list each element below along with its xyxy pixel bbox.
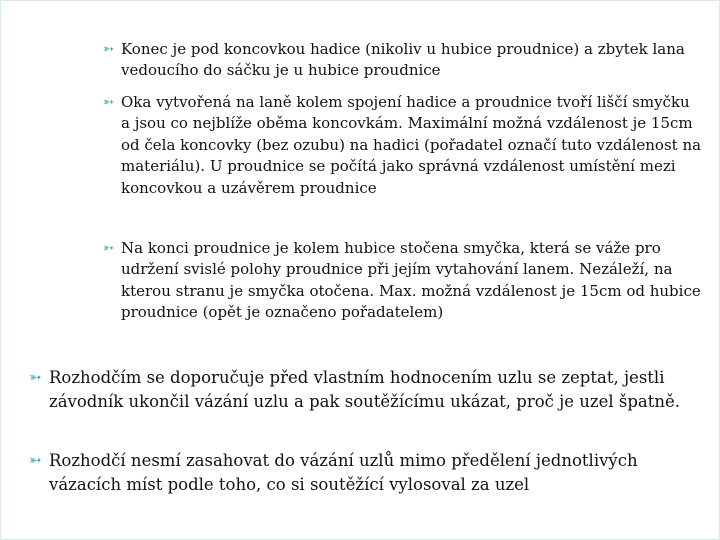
curved-arrow-bullet-icon: ➳ bbox=[103, 241, 114, 256]
curved-arrow-bullet-icon: ➳ bbox=[29, 451, 42, 469]
sub-bullet-3 bbox=[103, 238, 703, 324]
main-bullet-text: Rozhodčí nesmí zasahovat do vázání uzlů mimo předělení jednotlivých vázacích míst podle toho, co si soutěžící vylosoval za uzel bbox=[49, 451, 638, 494]
sub-bullet-1 bbox=[103, 39, 703, 82]
main-bullet-text: Rozhodčím se doporučuje před vlastním hodnocením uzlu se zeptat, jestli závodník ukončil vázání uzlu a pak soutěžícímu ukázat, proč je uzel špatně. bbox=[49, 368, 681, 411]
sub-bullet-2 bbox=[103, 92, 703, 199]
main-bullet-2 bbox=[29, 449, 699, 496]
sub-bullet-text: Na konci proudnice je kolem hubice stočena smyčka, která se váže pro udržení svislé polohy proudnice při jejím vytahování lanem. Nezáleží, na kterou stranu je smyčka otočena. Max. možná vzdálenost je 15cm od hubice proudnice (opět je označeno pořadatelem) bbox=[121, 239, 701, 322]
curved-arrow-bullet-icon: ➳ bbox=[29, 368, 42, 386]
curved-arrow-bullet-icon: ➳ bbox=[103, 42, 114, 57]
main-bullet-1 bbox=[29, 366, 699, 413]
sub-bullet-text: Konec je pod koncovkou hadice (nikoliv u hubice proudnice) a zbytek lana vedoucího do sáčku je u hubice proudnice bbox=[121, 40, 685, 80]
curved-arrow-bullet-icon: ➳ bbox=[103, 95, 114, 110]
sub-bullet-text: Oka vytvořená na laně kolem spojení hadice a proudnice tvoří liščí smyčku a jsou co nejblíže oběma koncovkám. Maximální možná vzdálenost je 15cm od čela koncovky (bez ozubu) na hadici (pořadatel označí tuto vzdálenost na materiálu). U proudnice se počítá jako správná vzdálenost umístění mezi koncovkou a uzávěrem proudnice bbox=[121, 93, 702, 197]
